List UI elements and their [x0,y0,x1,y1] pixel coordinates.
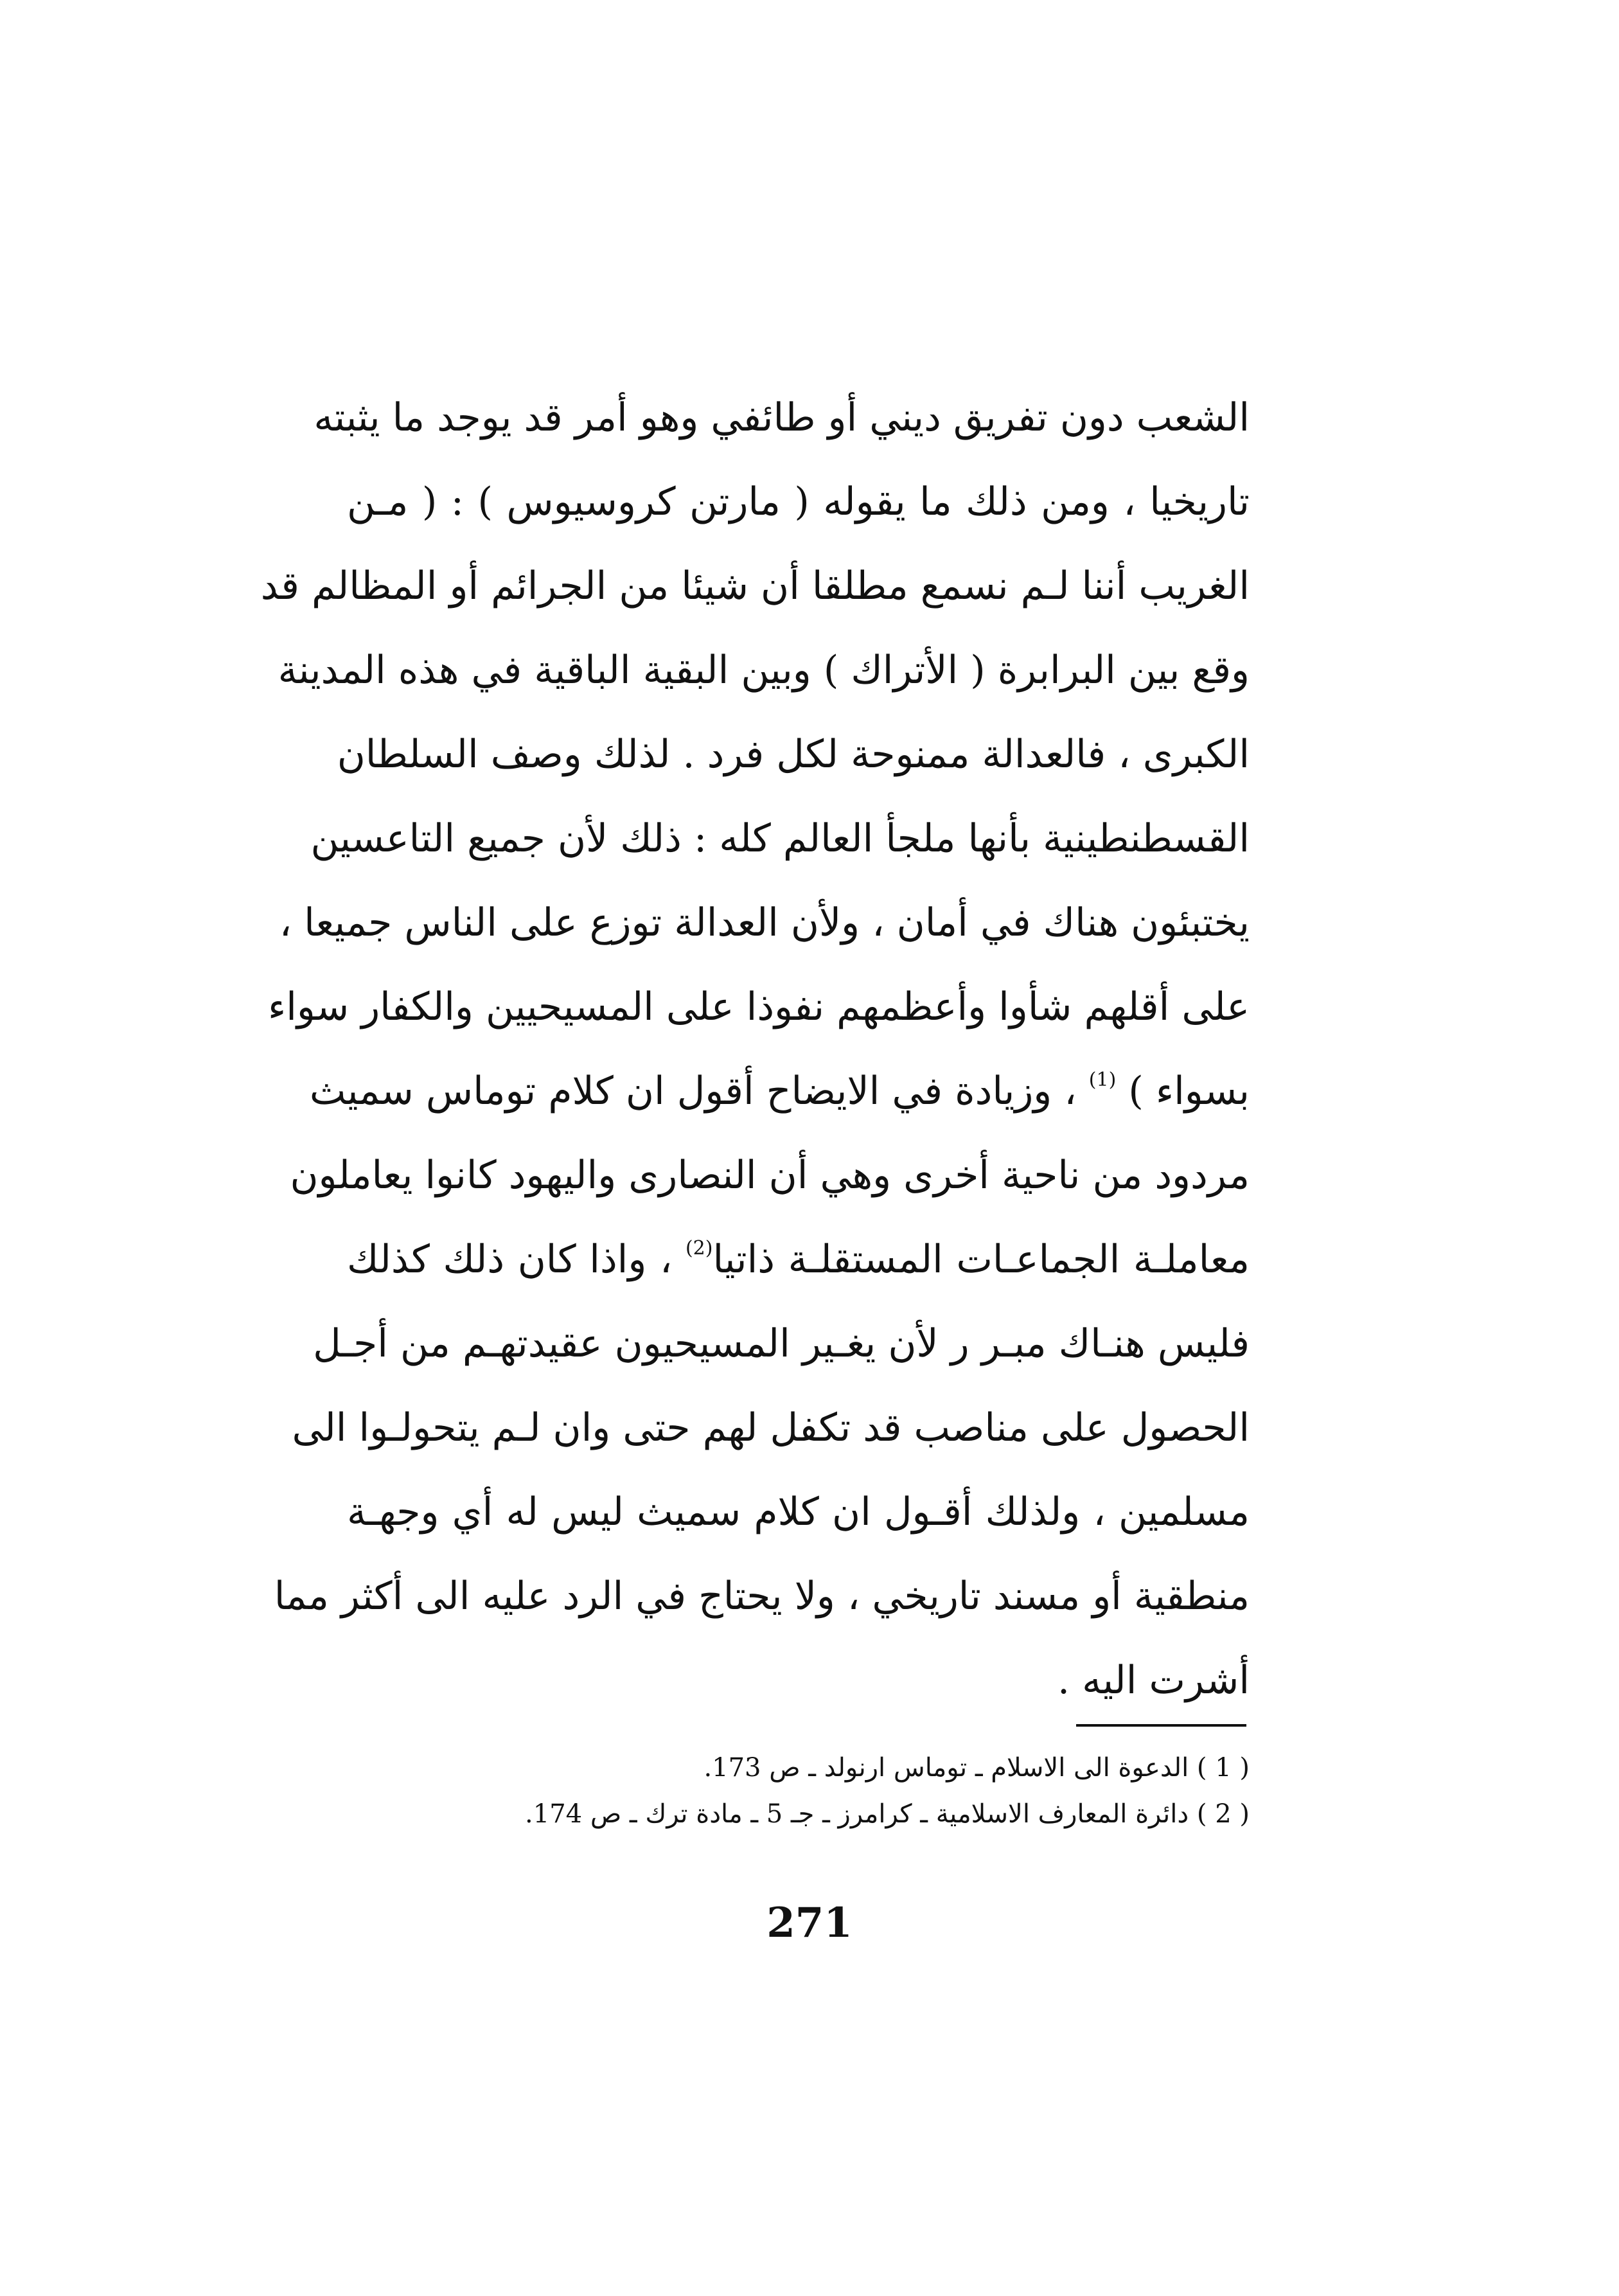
body-line: أشرت اليه . [1057,1658,1250,1703]
body-line: القسطنطينية بأنها ملجأ العالم كله : ذلك لأن جميع التاعسين [310,816,1250,861]
body-line: فليس هنـاك مبـر ر لأن يغـير المسيحيون عقيدتهـم من أجـل [313,1321,1250,1366]
line-part: ، وزيادة في الايضاح أقول ان كلام توماس سميث [309,1069,1077,1114]
body-line [309,1049,1250,1134]
footnote-1: ( 1 ) الدعوة الى الاسلام ـ توماس ارنولد ـ ص 173. [703,1753,1250,1783]
body-line [347,1218,1250,1302]
body-text [260,376,1250,1723]
body-line: الحصول على مناصب قد تكفل لهم حتى وان لـم يتحولـوا الى [292,1405,1250,1450]
body-line: منطقية أو مسند تاريخي ، ولا يحتاج في الرد عليه الى أكثر مما [274,1574,1250,1619]
body-line: مسلمين ، ولذلك أقـول ان كلام سميث ليس له أي وجهـة [347,1490,1250,1535]
body-line: مردود من ناحية أخرى وهي أن النصارى واليهود كانوا يعاملون [290,1153,1250,1198]
page-number: 271 [766,1899,853,1947]
line-part: بسواء ) [1128,1069,1250,1114]
body-line: الشعب دون تفريق ديني أو طائفي وهو أمر قد يوجد ما يثبته [314,395,1250,440]
footnotes [360,1745,1250,1837]
line-part: معاملـة الجماعـات المستقلـة ذاتيا [712,1237,1250,1282]
line-part: ، واذا كان ذلك كذلك [347,1237,673,1282]
body-line: وقع بين البرابرة ( الأتراك ) وبين البقية الباقية في هذه المدينة [278,648,1250,693]
footnote-ref-1[interactable]: (1) [1088,1069,1117,1091]
body-line: تاريخيا ، ومن ذلك ما يقوله ( مارتن كروسيوس ) : ( مـن [347,479,1250,524]
footnote-ref-2[interactable]: (2) [685,1237,713,1259]
footnote-divider [1076,1724,1246,1727]
body-line: الكبرى ، فالعدالة ممنوحة لكل فرد . لذلك وصف السلطان [337,732,1250,777]
body-line: على أقلهم شأوا وأعظمهم نفوذا على المسيحيين والكفار سواء [267,984,1250,1029]
body-line: الغريب أننا لـم نسمع مطلقا أن شيئا من الجرائم أو المظالم قد [260,564,1250,609]
footnote-2: ( 2 ) دائرة المعارف الاسلامية ـ كرامرز ـ جـ 5 ـ مادة ترك ـ ص 174. [525,1799,1250,1829]
body-line: يختبئون هناك في أمان ، ولأن العدالة توزع على الناس جميعا ، [279,900,1250,945]
